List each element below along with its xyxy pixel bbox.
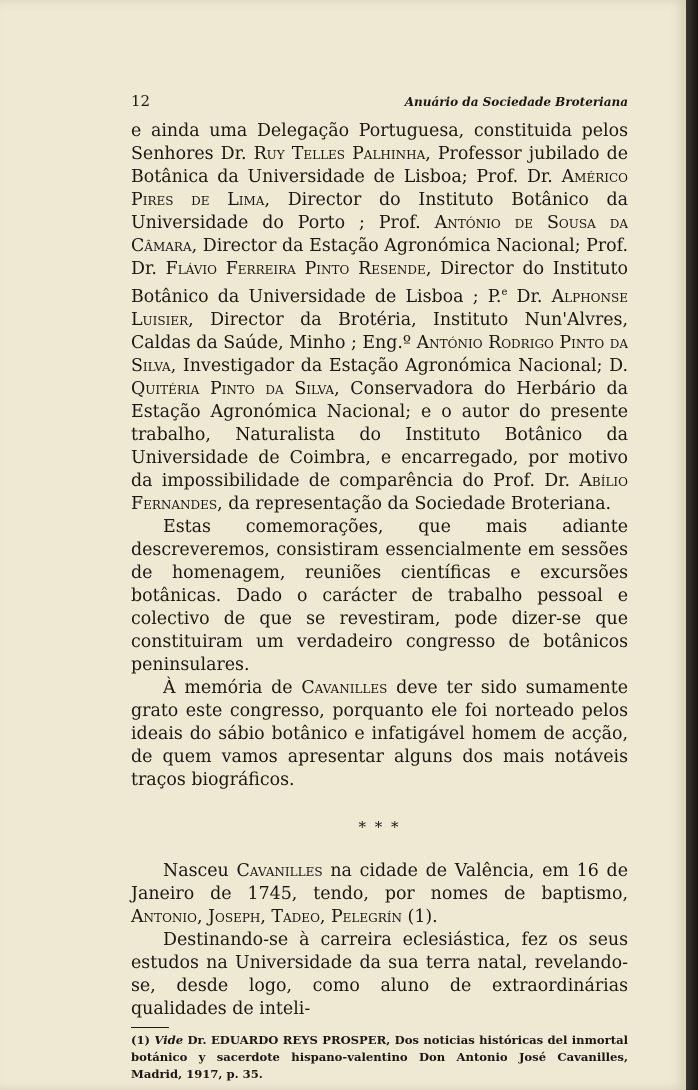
footnote-divider [131, 1027, 169, 1028]
person-name: António Rodrigo Pinto da Silva [131, 332, 628, 376]
paragraph-commemorations: Estas comemorações, que mais adiante descreveremos, consistiram essencialmente em sessões de homenagem, reuniões científicas e excursões botânicas. Dado o carácter de trabalho pessoal e colectivo de que se revestiram, pode dizer-se que constituiram um verdadeiro congresso de botânicos peninsulares. [131, 516, 628, 675]
person-name: Cavanilles [301, 677, 388, 698]
person-name: Abílio Fernandes [131, 470, 628, 514]
paragraph-birth: Nasceu Cavanilles na cidade de Valência, em 16 de Janeiro de 1745, tendo, por nomes de baptismo, Antonio, Joseph, Tadeo, Pelegrín (1). [131, 860, 628, 927]
person-name: Flávio Ferreira Pinto Resende [165, 259, 426, 279]
person-name: Ruy Telles Palhinha [253, 144, 426, 164]
paragraph-education: Destinando-se à carreira eclesiástica, fez os seus estudos na Universidade da sua terra natal, revelando-se, desde logo, como aluno de extraordinárias qualidades de inteli- [131, 929, 628, 1019]
section-separator: * * * [358, 817, 401, 836]
paragraph-delegation: e ainda uma Delegação Portuguesa, constituida pelos Senhores Dr. Ruy Telles Palhinha, Professor jubilado de Botânica da Universidade de Lisboa; Prof. Dr. Américo Pires de Lima, Director do Instituto Botânico da Universidade do Porto ; Prof. António de Sousa da Câmara, Director da Estação Agronómica Nacional; Prof. Dr. Flávio Ferreira Pinto Resende, Director do Instituto Botânico da Universidade de Lisboa ; P.$^e$ Dr. Alphonse Luisier, Director da Brotéria, Instituto Nun'Alvres, Caldas da Saúde, Minho ; Eng.º António Rodrigo Pinto da Silva, Investigador da Estação Agronómica Nacional; D. Quitéria Pinto da Silva, Conservadora do Herbário da Estação Agronómica Nacional; e o autor do presente trabalho, Naturalista do Instituto Botânico da Universidade de Coimbra, e encarregado, por motivo da impossibilidade de comparência do Prof. Dr. Abílio Fernandes, da representação da Sociedade Broteriana. [131, 121, 629, 514]
paragraph-memory: À memória de Cavanilles deve ter sido sumamente grato este congresso, porquanto ele foi norteado pelos ideais do sábio botânico e infatigável homem de acção, de quem vamos apresentar alguns dos mais notáveis traços biográficos. [131, 677, 628, 790]
person-name: Cavanilles [236, 860, 323, 881]
running-title: Anuário da Sociedade Broteriana [404, 95, 628, 109]
person-name: Alphonse Luisier [131, 286, 628, 330]
baptism-names: Antonio, Joseph, Tadeo, Pelegrín [131, 906, 403, 927]
text-block [131, 92, 628, 1083]
person-name: Américo Pires de Lima [131, 167, 628, 210]
person-name: António de Sousa da Câmara [131, 213, 628, 256]
running-header [131, 92, 628, 110]
page-edge-shadow [686, 0, 698, 1090]
footnote: (1) Vide Dr. EDUARDO REYS PROSPER, Dos noticias históricas del inmortal botánico y sacerdote hispano-valentino Don Antonio José Cavanilles, Madrid, 1917, p. 35. [131, 1032, 628, 1081]
page-number: 12 [131, 92, 151, 110]
person-name: Quitéria Pinto da Silva [131, 378, 335, 399]
